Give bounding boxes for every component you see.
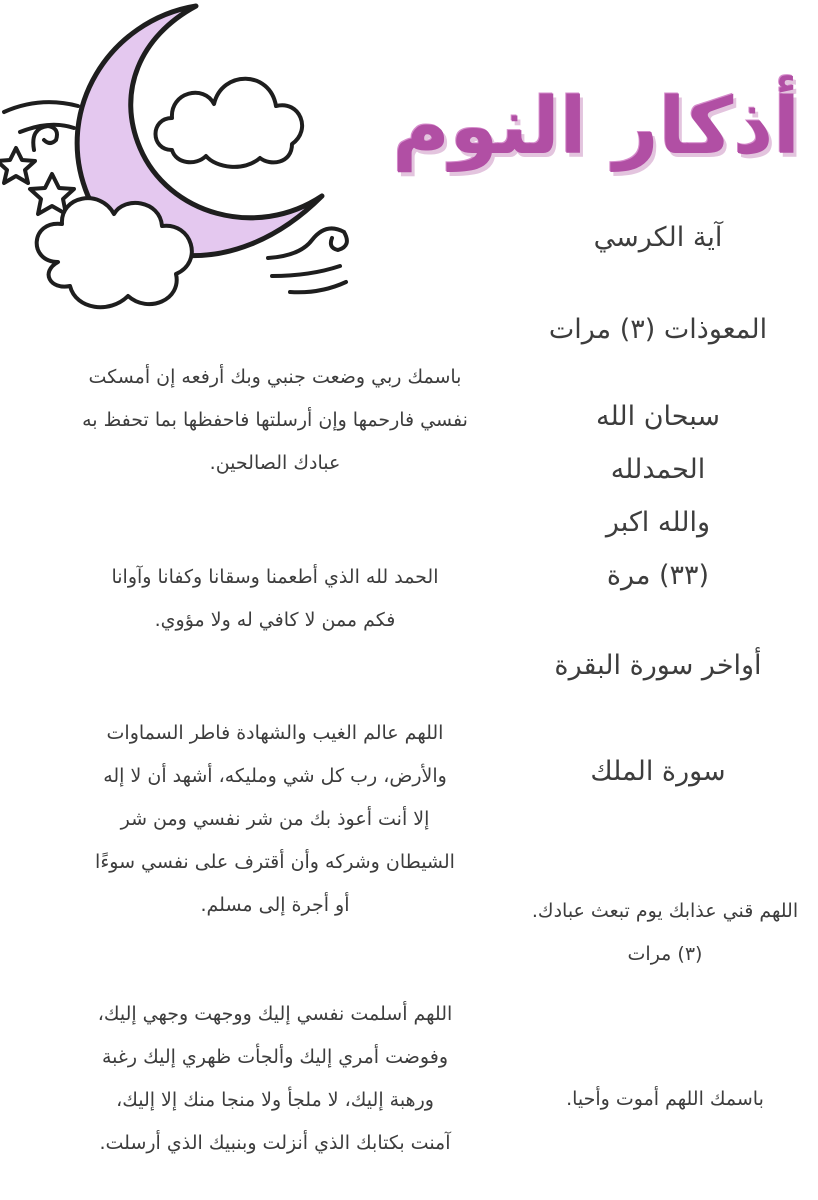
qini-dua bbox=[512, 890, 818, 976]
page-title: أذكار النوم bbox=[392, 82, 800, 172]
dua-line: وفوضت أمري إليك وألجأت ظهري إليك رغبة bbox=[102, 1046, 448, 1068]
dua-line: آمنت بكتابك الذي أنزلت وبنبيك الذي أرسلت. bbox=[99, 1132, 451, 1154]
tasbih-line: سبحان الله bbox=[596, 401, 720, 432]
qini-line: اللهم قني عذابك يوم تبعث عبادك. bbox=[531, 900, 799, 922]
dua-alhamdulillah bbox=[40, 556, 510, 642]
dua-line: فكم ممن لا كافي له ولا مؤوي. bbox=[154, 609, 396, 631]
dua-line: الحمد لله الذي أطعمنا وسقانا وكفانا وآوانا bbox=[111, 566, 439, 588]
qini-count: (٣) مرات bbox=[627, 943, 703, 965]
muawwidhat-label: المعوذات (٣) مرات bbox=[548, 314, 768, 345]
star-icon bbox=[0, 148, 35, 183]
dua-line: الشيطان وشركه وأن أقترف على نفسي سوءًا bbox=[95, 851, 455, 873]
dua-line: والأرض، رب كل شي ومليكه، أشهد أن لا إله bbox=[103, 765, 447, 787]
wind-swirl-icon bbox=[268, 228, 347, 292]
dua-line: إلا أنت أعوذ بك من شر نفسي ومن شر bbox=[120, 808, 430, 830]
dua-line: اللهم عالم الغيب والشهادة فاطر السماوات bbox=[106, 722, 444, 744]
cloud-icon bbox=[156, 79, 303, 167]
dua-line: نفسي فارحمها وإن أرسلتها فاحفظها بما تحفظ به bbox=[82, 409, 468, 431]
dua-line: اللهم أسلمت نفسي إليك ووجهت وجهي إليك، bbox=[97, 1003, 453, 1025]
moon-illustration bbox=[0, 0, 360, 320]
tasbih-block bbox=[538, 390, 778, 602]
dua-bismika-rabbi bbox=[40, 356, 510, 485]
dua-line: أو أجرة إلى مسلم. bbox=[200, 894, 350, 916]
tasbih-line: الحمدلله bbox=[610, 454, 706, 485]
baqarah-label: أواخر سورة البقرة bbox=[554, 650, 762, 681]
bismika-dua: باسمك اللهم أموت وأحيا. bbox=[566, 1088, 764, 1110]
dua-alim-alghayb bbox=[40, 712, 510, 927]
dua-line: عبادك الصالحين. bbox=[209, 452, 341, 474]
dua-line: ورهبة إليك، لا ملجأ ولا منجا منك إلا إليك، bbox=[116, 1089, 434, 1111]
dua-line: باسمك ربي وضعت جنبي وبك أرفعه إن أمسكت bbox=[88, 366, 462, 388]
wind-swirl-icon bbox=[4, 102, 78, 150]
tasbih-count: (٣٣) مرة bbox=[606, 560, 710, 591]
ayat-kursi-label: آية الكرسي bbox=[593, 222, 723, 253]
mulk-label: سورة الملك bbox=[590, 756, 726, 787]
dua-aslamtu bbox=[40, 993, 510, 1165]
tasbih-line: والله اكبر bbox=[605, 507, 711, 538]
